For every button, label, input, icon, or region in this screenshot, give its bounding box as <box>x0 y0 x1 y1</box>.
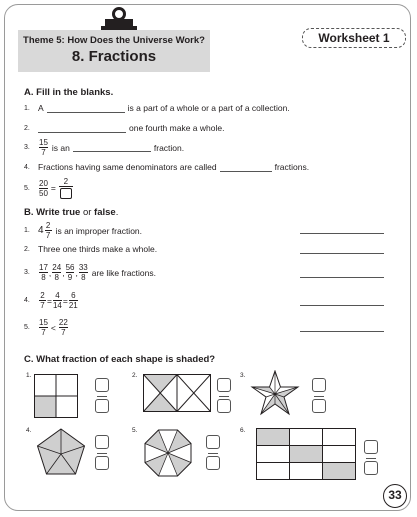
section-c-title: C. What fraction of each shape is shaded? <box>24 354 216 365</box>
blank-line[interactable] <box>220 163 272 172</box>
question-a2: 2. one fourth make a whole. <box>24 123 225 133</box>
answer-line[interactable] <box>300 232 384 234</box>
octagon-shape <box>143 428 193 478</box>
page-number: 33 <box>383 484 407 508</box>
answer-line[interactable] <box>300 276 384 278</box>
fraction: $\frac{22}{7}$ <box>58 318 68 337</box>
blank-line[interactable] <box>38 124 126 133</box>
chapter-title: 8. Fractions <box>71 48 157 65</box>
fraction-answer-box[interactable] <box>364 440 378 476</box>
question-a1: 1. A is a part of a whole or a part of a collection. <box>24 103 290 113</box>
fraction-answer-box[interactable] <box>95 435 109 471</box>
question-b2: 2. Three one thirds make a whole. <box>24 244 158 254</box>
fraction: $\frac{2}{7}$ <box>40 291 45 310</box>
section-a-title: A. Fill in the blanks. <box>24 87 114 98</box>
square-quarter-shape <box>34 374 78 418</box>
answer-box[interactable] <box>60 188 72 199</box>
chapter-banner <box>18 30 210 72</box>
fraction-answer-box[interactable] <box>217 378 231 414</box>
question-b5: 5. $\frac{15}{7}$ < $\frac{22}{7}$ <box>24 318 68 337</box>
section-b-title: B. Write true or false. <box>24 207 119 218</box>
answer-line[interactable] <box>300 304 384 306</box>
question-b1: 1. 4 $\frac{2}{7}$ is an improper fraction. <box>24 221 143 240</box>
star-shape <box>250 370 300 416</box>
fraction-answer-box[interactable] <box>312 378 326 414</box>
fraction: $\frac{2}{7}$ <box>45 221 51 240</box>
fraction: $\frac{4}{14}$ <box>52 291 62 310</box>
question-b4: 4. $\frac{2}{7}$ = $\frac{4}{14}$ = $\frac{6}{21}$ <box>24 291 78 310</box>
fraction: $\frac{6}{21}$ <box>68 291 78 310</box>
fraction-answer-box[interactable] <box>206 435 220 471</box>
fraction: 2 <box>59 177 73 199</box>
fraction: $\frac{17}{8}$ <box>39 263 48 282</box>
question-a3: 3. $\frac{15}{7}$ is an fraction. <box>24 138 185 157</box>
rectangle-triangles-shape <box>143 374 211 412</box>
blank-line[interactable] <box>73 143 151 152</box>
question-a5: 5. $\frac{20}{50}$ = 2 <box>24 177 74 199</box>
fraction-answer-box[interactable] <box>95 378 109 414</box>
question-a4: 4. Fractions having same denominators are called fractions. <box>24 162 310 172</box>
pentagon-shape <box>36 428 86 476</box>
worksheet-label: Worksheet 1 <box>302 28 406 48</box>
fraction: $\frac{33}{8}$ <box>78 263 88 282</box>
answer-line[interactable] <box>300 330 384 332</box>
fraction: $\frac{56}{9}$ <box>65 263 75 282</box>
fraction: $\frac{15}{7}$ <box>39 138 48 157</box>
answer-line[interactable] <box>300 252 384 254</box>
fraction: $\frac{20}{50}$ <box>39 178 48 198</box>
grid-shape <box>256 428 356 480</box>
blank-line[interactable] <box>47 104 125 113</box>
question-b3: 3. $\frac{17}{8}$ , $\frac{24}{8}$ , $\frac{56}{9}$ , $\frac{33}{8}$ are like fractions. <box>24 263 156 282</box>
theme-title: Theme 5: How Does the Universe Work? <box>23 35 205 46</box>
fraction: $\frac{24}{8}$ <box>52 263 62 282</box>
fraction: $\frac{15}{7}$ <box>39 318 48 337</box>
